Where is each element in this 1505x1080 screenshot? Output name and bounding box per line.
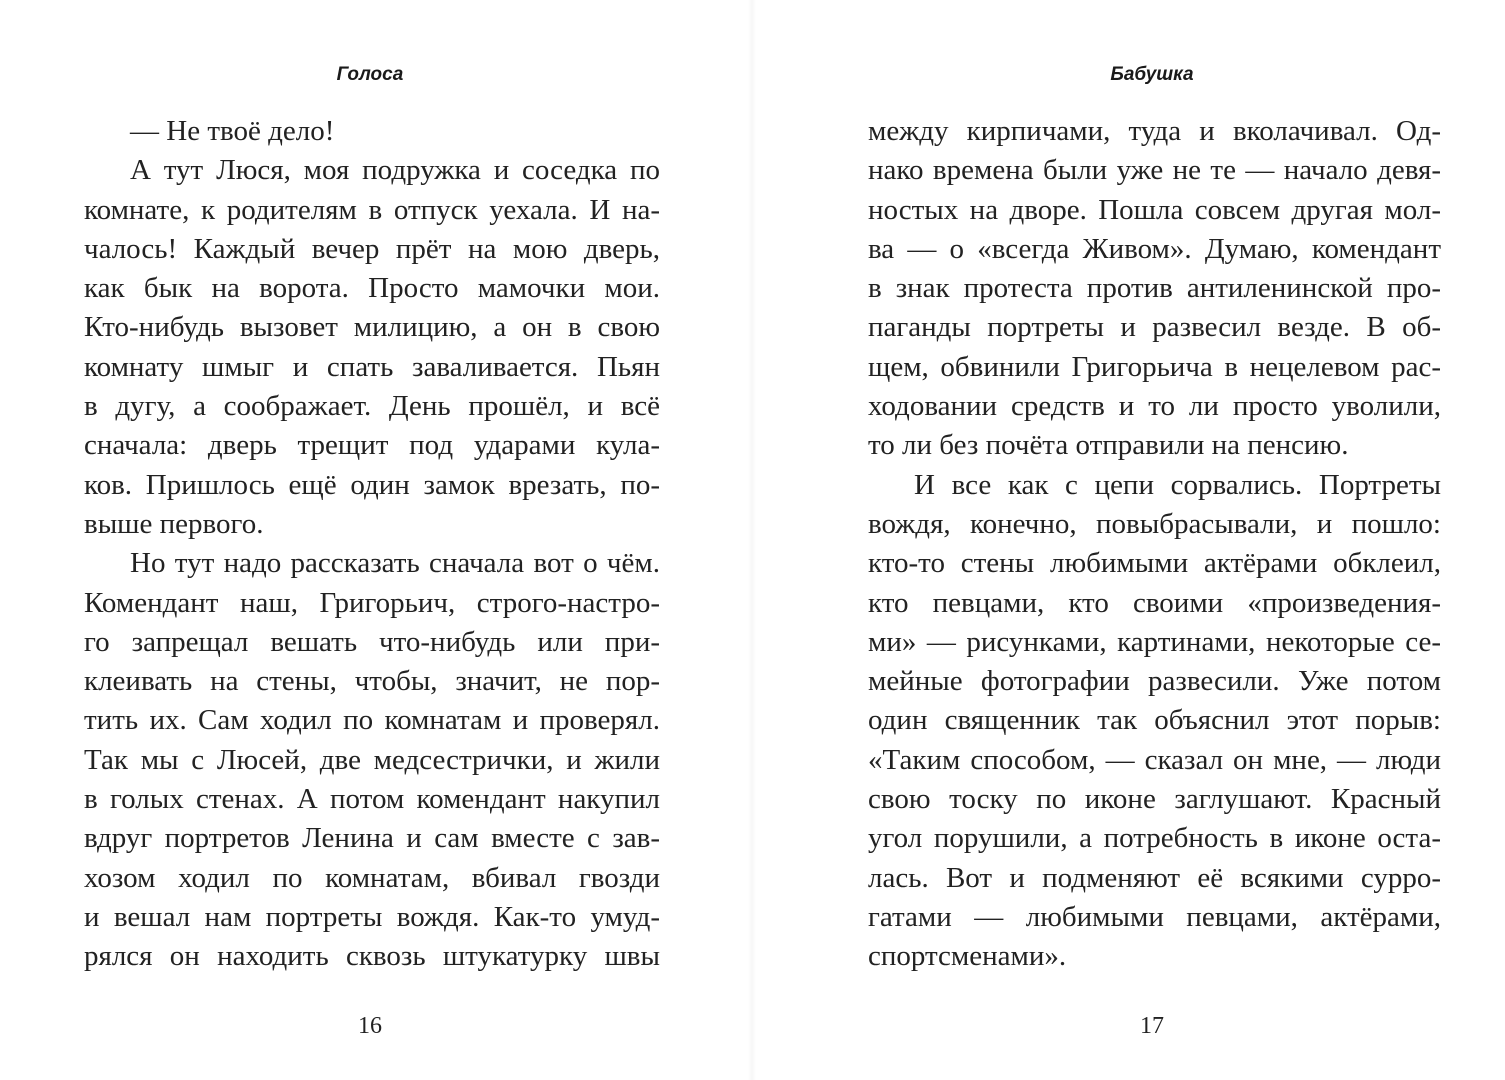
text-line: А тут Люся, моя подружка и соседка по [130, 154, 660, 187]
text-line: то ли без почёта отправили на пенсию. [868, 429, 1349, 462]
text-line: го запрещал вешать что-нибудь или при- [84, 625, 660, 658]
text-line: кто певцами, кто своими «произведения- [868, 586, 1441, 619]
text-line: «Таким способом, — сказал он мне, — люди [868, 743, 1441, 776]
text-line: Так мы с Люсей, две медсестрички, и жили [84, 743, 660, 776]
left-page [0, 0, 752, 1080]
text-line: Кто-нибудь вызовет милицию, а он в свою [84, 311, 660, 344]
text-line: ва — о «всегда Живом». Думаю, комендант [868, 232, 1441, 265]
text-line: в дугу, а соображает. День прошёл, и всё [84, 390, 660, 423]
text-line: как бык на ворота. Просто мамочки мои. [84, 272, 660, 305]
text-line: ностых на дворе. Пошла совсем другая мол- [868, 193, 1441, 226]
text-line: между кирпичами, туда и вколачивал. Од- [868, 115, 1441, 147]
text-line: и вешал нам портреты вождя. Как-то умуд- [84, 900, 660, 933]
text-line: в голых стенах. А потом комендант накупил [84, 783, 660, 816]
text-line: кто-то стены любимыми актёрами обклеил, [868, 547, 1441, 580]
text-line: гатами — любимыми певцами, актёрами, [868, 900, 1441, 933]
left-text-block [84, 112, 660, 977]
text-line: сначала: дверь трещит под ударами кула- [84, 429, 660, 462]
text-line: И все как с цепи сорвались. Портреты [914, 468, 1441, 501]
text-line: ков. Пришлось ещё один замок врезать, по- [84, 468, 660, 501]
text-line: хозом ходил по комнатам, вбивал гвозди [84, 861, 660, 894]
text-line: свою тоску по иконе заглушают. Красный [868, 783, 1441, 816]
text-line: лась. Вот и подменяют её всякими сурро- [868, 861, 1441, 894]
text-line: один священник так объяснил этот порыв: [868, 704, 1441, 737]
text-line: ми» — рисунками, картинами, некоторые се- [868, 625, 1441, 658]
text-line: вдруг портретов Ленина и сам вместе с зав- [84, 822, 660, 855]
text-line: угол порушили, а потребность в иконе оста- [868, 822, 1441, 855]
text-line: щем, обвинили Григорьича в нецелевом рас- [868, 350, 1441, 383]
text-line: клеивать на стены, чтобы, значит, не пор- [84, 665, 660, 698]
text-line: нако времена были уже не те — начало девя- [868, 154, 1441, 187]
text-line: в знак протеста против антиленинской про- [868, 272, 1441, 305]
right-text-block [868, 112, 1441, 977]
text-line: паганды портреты и развесил везде. В об- [868, 311, 1441, 344]
text-line: мейные фотографии развесили. Уже потом [868, 665, 1441, 698]
right-page [752, 0, 1505, 1080]
page-number-right: 17 [1140, 1013, 1164, 1039]
text-line: рялся он находить сквозь штукатурку швы [84, 940, 660, 973]
text-line: Но тут надо рассказать сначала вот о чём. [130, 547, 660, 580]
text-line: Комендант наш, Григорьич, строго-настро- [84, 586, 660, 619]
text-line: чалось! Каждый вечер прёт на мою дверь, [84, 232, 660, 265]
running-head-left: Голоса [336, 64, 404, 85]
text-line: вождя, конечно, повыбрасывали, и пошло: [868, 507, 1441, 540]
text-line: комнату шмыг и спать заваливается. Пьян [84, 350, 660, 383]
text-line: спортсменами». [868, 940, 1067, 973]
text-line: комнате, к родителям в отпуск уехала. И на- [84, 193, 660, 226]
running-head-right: Бабушка [1110, 64, 1194, 85]
text-line: ходовании средств и то ли просто уволили, [868, 390, 1441, 423]
text-line: тить их. Сам ходил по комнатам и проверял. [84, 704, 660, 737]
text-line: — Не твоё дело! [130, 115, 335, 147]
text-line: выше первого. [84, 507, 264, 540]
page-number-left: 16 [358, 1013, 382, 1039]
